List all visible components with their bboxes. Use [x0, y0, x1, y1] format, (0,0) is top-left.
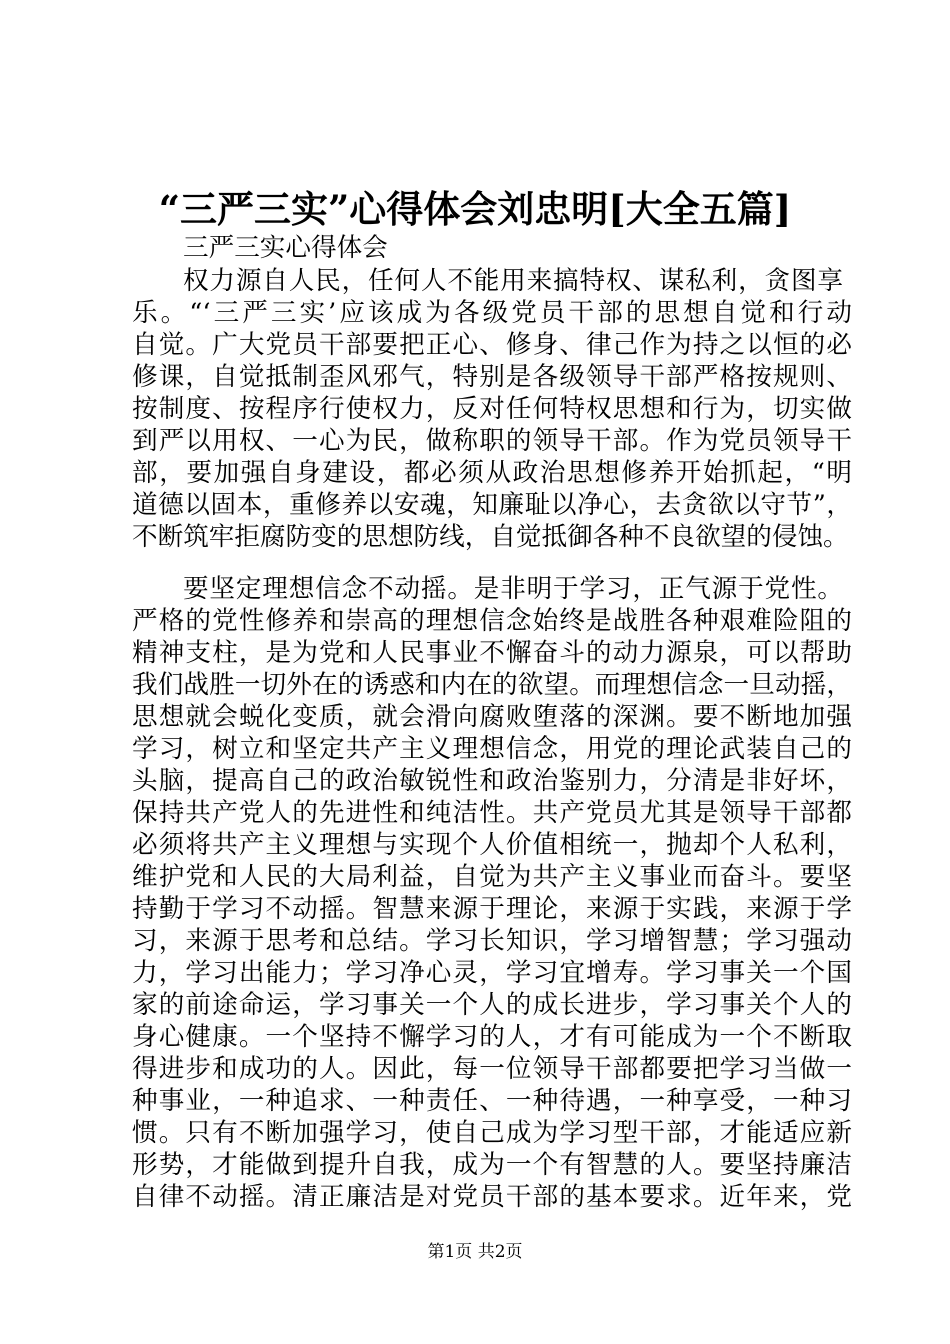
paragraph-1-line: 权力源自人民，任何人不能用来搞特权、谋私利，贪图享 — [183, 266, 843, 296]
paragraph-2-line: 学习，树立和坚定共产主义理想信念，用党的理论武装自己的 — [132, 734, 852, 764]
paragraph-2-line: 种事业，一种追求、一种责任、一种待遇，一种享受，一种习 — [132, 1086, 852, 1116]
paragraph-2-line: 身心健康。一个坚持不懈学习的人，才有可能成为一个不断取 — [132, 1022, 852, 1052]
paragraph-2-line: 自律不动摇。清正廉洁是对党员干部的基本要求。近年来，党 — [132, 1182, 852, 1212]
paragraph-1-line: 到严以用权、一心为民，做称职的领导干部。作为党员领导干 — [132, 426, 852, 456]
paragraph-2-line: 保持共产党人的先进性和纯洁性。共产党员尤其是领导干部都 — [132, 798, 852, 828]
paragraph-1-line: 修课，自觉抵制歪风邪气，特别是各级领导干部严格按规则、 — [132, 362, 852, 392]
paragraph-2-line: 得进步和成功的人。因此，每一位领导干部都要把学习当做一 — [132, 1054, 852, 1084]
paragraph-2-line: 精神支柱，是为党和人民事业不懈奋斗的动力源泉，可以帮助 — [132, 638, 852, 668]
paragraph-2-line: 家的前途命运，学习事关一个人的成长进步，学习事关个人的 — [132, 990, 852, 1020]
paragraph-2-line: 严格的党性修养和崇高的理想信念始终是战胜各种艰难险阻的 — [132, 606, 852, 636]
paragraph-2-line: 力，学习出能力；学习净心灵，学习宜增寿。学习事关一个国 — [132, 958, 852, 988]
paragraph-2-line: 维护党和人民的大局利益，自觉为共产主义事业而奋斗。要坚 — [132, 862, 852, 892]
page-number-footer: 第1页 共2页 — [427, 1242, 523, 1262]
paragraph-1-line: 按制度、按程序行使权力，反对任何特权思想和行为，切实做 — [132, 394, 852, 424]
paragraph-2-line: 要坚定理想信念不动摇。是非明于学习，正气源于党性。 — [183, 574, 843, 604]
paragraph-2-line: 思想就会蜕化变质，就会滑向腐败堕落的深渊。要不断地加强 — [132, 702, 852, 732]
paragraph-2-line: 我们战胜一切外在的诱惑和内在的欲望。而理想信念一旦动摇， — [132, 670, 852, 700]
paragraph-1-line: 部，要加强自身建设，都必须从政治思想修养开始抓起，“明 — [132, 458, 852, 488]
section-heading: 三严三实心得体会 — [183, 233, 388, 263]
paragraph-2-line: 持勤于学习不动摇。智慧来源于理论，来源于实践，来源于学 — [132, 894, 852, 924]
paragraph-2-line: 惯。只有不断加强学习，使自己成为学习型干部，才能适应新 — [132, 1118, 852, 1148]
paragraph-2-line: 头脑，提高自己的政治敏锐性和政治鉴别力，分清是非好坏， — [132, 766, 852, 796]
paragraph-1-line: 乐。“‘三严三实’应该成为各级党员干部的思想自觉和行动 — [132, 298, 852, 328]
document-title: “三严三实”心得体会刘忠明[大全五篇] — [158, 187, 792, 231]
paragraph-2-line: 习，来源于思考和总结。学习长知识，学习增智慧；学习强动 — [132, 926, 852, 956]
paragraph-1-line: 不断筑牢拒腐防变的思想防线，自觉抵御各种不良欲望的侵蚀。 — [132, 522, 849, 552]
paragraph-2-line: 必须将共产主义理想与实现个人价值相统一，抛却个人私利， — [132, 830, 852, 860]
paragraph-1-line: 自觉。广大党员干部要把正心、修身、律己作为持之以恒的必 — [132, 330, 852, 360]
paragraph-1-line: 道德以固本，重修养以安魂，知廉耻以净心，去贪欲以守节”， — [132, 490, 852, 520]
paragraph-2-line: 形势，才能做到提升自我，成为一个有智慧的人。要坚持廉洁 — [132, 1150, 852, 1180]
